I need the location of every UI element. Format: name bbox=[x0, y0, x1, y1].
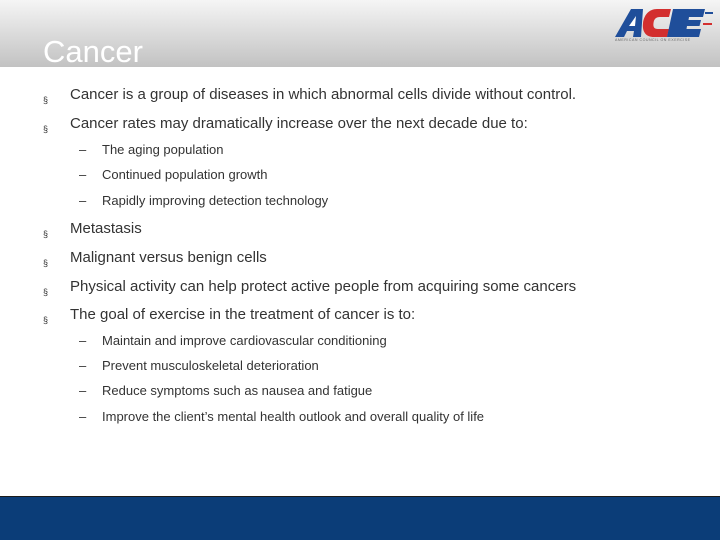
bullet-text: Physical activity can help protect active people from acquiring some cancers bbox=[70, 278, 577, 295]
dash-bullet-icon: – bbox=[79, 193, 87, 208]
bullet-text: Reduce symptoms such as nausea and fatigue bbox=[102, 383, 373, 398]
square-bullet-icon: § bbox=[43, 315, 49, 325]
slide-footer-bar bbox=[0, 496, 720, 540]
slide-title: Cancer bbox=[43, 34, 143, 69]
square-bullet-icon: § bbox=[43, 229, 49, 239]
bullet-text: Rapidly improving detection technology bbox=[102, 193, 329, 208]
dash-bullet-icon: – bbox=[79, 142, 87, 157]
square-bullet-icon: § bbox=[43, 124, 49, 134]
bullet-text: Maintain and improve cardiovascular conditioning bbox=[102, 333, 387, 348]
bullet-text: Continued population growth bbox=[102, 167, 268, 182]
dash-bullet-icon: – bbox=[79, 333, 87, 348]
dash-bullet-icon: – bbox=[79, 358, 87, 373]
square-bullet-icon: § bbox=[43, 258, 49, 268]
dash-bullet-icon: – bbox=[79, 383, 87, 398]
dash-bullet-icon: – bbox=[79, 409, 87, 424]
bullet-text: Cancer rates may dramatically increase over the next decade due to: bbox=[70, 115, 528, 132]
bullet-text: Metastasis bbox=[70, 220, 142, 237]
logo-tagline: AMERICAN COUNCIL ON EXERCISE bbox=[615, 38, 691, 42]
footer-divider bbox=[0, 496, 720, 497]
bullet-text: Cancer is a group of diseases in which abnormal cells divide without control. bbox=[70, 86, 577, 103]
ace-logo-graphic bbox=[613, 5, 715, 39]
ace-logo bbox=[613, 5, 715, 45]
bullet-text: The goal of exercise in the treatment of cancer is to: bbox=[70, 306, 416, 323]
square-bullet-icon: § bbox=[43, 95, 49, 105]
square-bullet-icon: § bbox=[43, 287, 49, 297]
bullet-text: Malignant versus benign cells bbox=[70, 249, 267, 266]
dash-bullet-icon: – bbox=[79, 167, 87, 182]
bullet-text: Improve the client’s mental health outlook and overall quality of life bbox=[102, 409, 485, 424]
bullet-text: Prevent musculoskeletal deterioration bbox=[102, 358, 319, 373]
bullet-text: The aging population bbox=[102, 142, 224, 157]
